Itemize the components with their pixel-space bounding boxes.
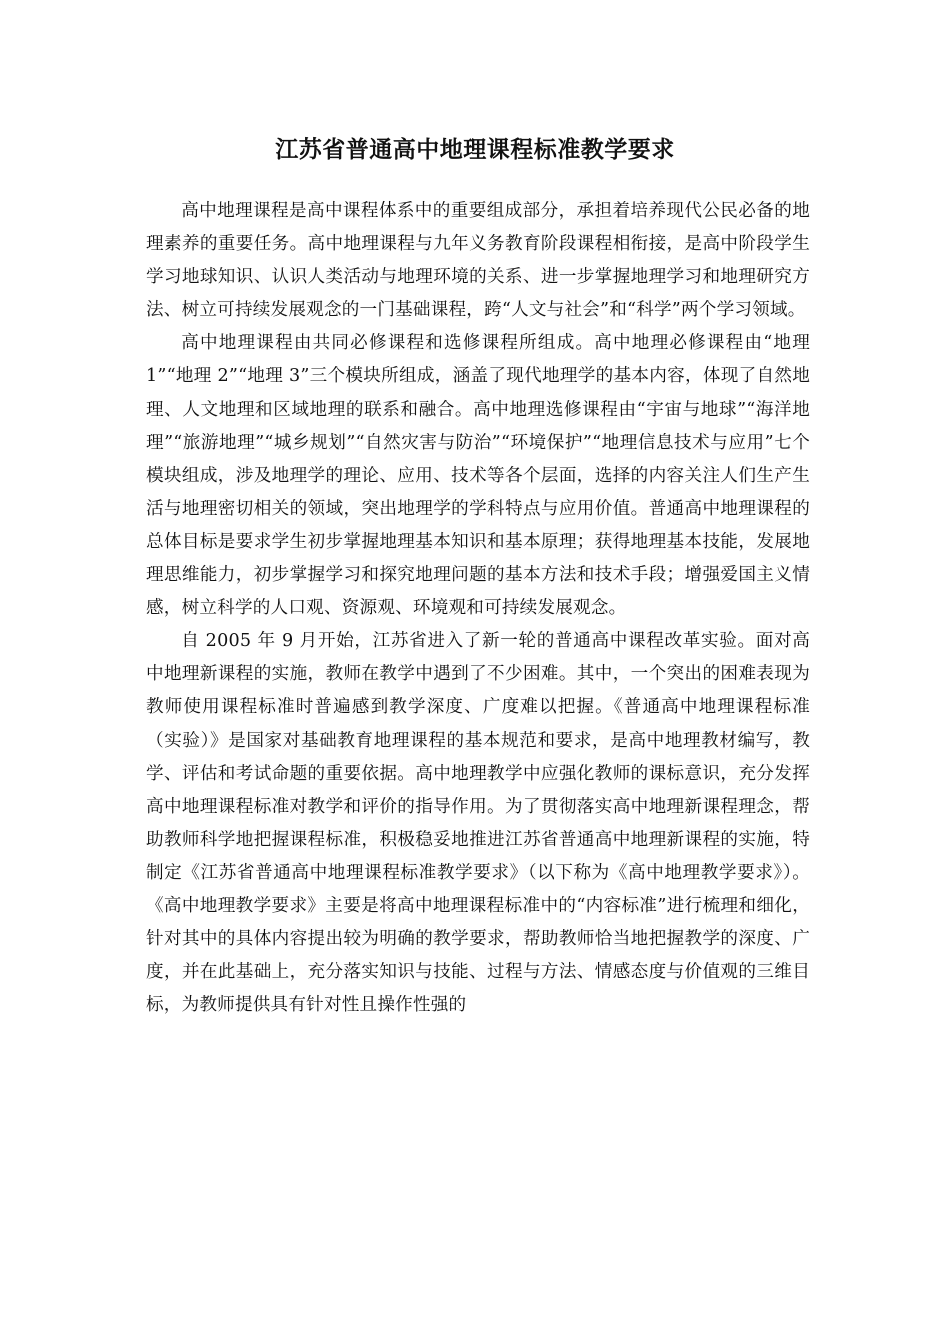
paragraph-course-structure: 高中地理课程由共同必修课程和选修课程所组成。高中地理必修课程由“地理 1”“地理 2”“地理 3”三个模块所组成，涵盖了现代地理学的基本内容，体现了自然地理、人文地理和区域地理的联系和融合。高中地理选修课程由“宇宙与地球”“海洋地理”“旅游地理”“城乡规划”“自然灾害与防治”“环境保护”“地理信息技术与应用”七个模块组成，涉及地理学的理论、应用、技术等各个层面，选择的内容关注人们生产生活与地理密切相关的领域，突出地理学的学科特点与应用价值。普通高中地理课程的总体目标是要求学生初步掌握地理基本知识和基本原理；获得地理基本技能，发展地理思维能力，初步掌握学习和探究地理问题的基本方法和技术手段；增强爱国主义情感，树立科学的人口观、资源观、环境观和可持续发展观念。: [146, 333, 810, 619]
document-body: [146, 195, 810, 1022]
document-title: 江苏省普通高中地理课程标准教学要求: [275, 136, 675, 163]
paragraph-reform-background: 自 2005 年 9 月开始，江苏省进入了新一轮的普通高中课程改革实验。面对高中地理新课程的实施，教师在教学中遇到了不少困难。其中，一个突出的困难表现为教师使用课程标准时普遍感到教学深度、广度难以把握。《普通高中地理课程标准（实验）》是国家对基础教育地理课程的基本规范和要求，是高中地理教材编写，教学、评估和考试命题的重要依据。高中地理教学中应强化教师的课标意识，充分发挥高中地理课程标准对教学和评价的指导作用。为了贯彻落实高中地理新课程理念，帮助教师科学地把握课程标准，积极稳妥地推进江苏省普通高中地理新课程的实施，特制定《江苏省普通高中地理课程标准教学要求》（以下称为《高中地理教学要求》）。《高中地理教学要求》主要是将高中地理课程标准中的“内容标准”进行梳理和细化，针对其中的具体内容提出较为明确的教学要求，帮助教师恰当地把握教学的深度、广度，并在此基础上，充分落实知识与技能、过程与方法、情感态度与价值观的三维目标，为教师提供具有针对性且操作性强的: [146, 631, 810, 1016]
paragraph-intro: 高中地理课程是高中课程体系中的重要组成部分，承担着培养现代公民必备的地理素养的重要任务。高中地理课程与九年义务教育阶段课程相衔接，是高中阶段学生学习地球知识、认识人类活动与地理环境的关系、进一步掌握地理学习和地理研究方法、树立可持续发展观念的一门基础课程，跨“人文与社会”和“科学”两个学习领域。: [146, 201, 810, 321]
